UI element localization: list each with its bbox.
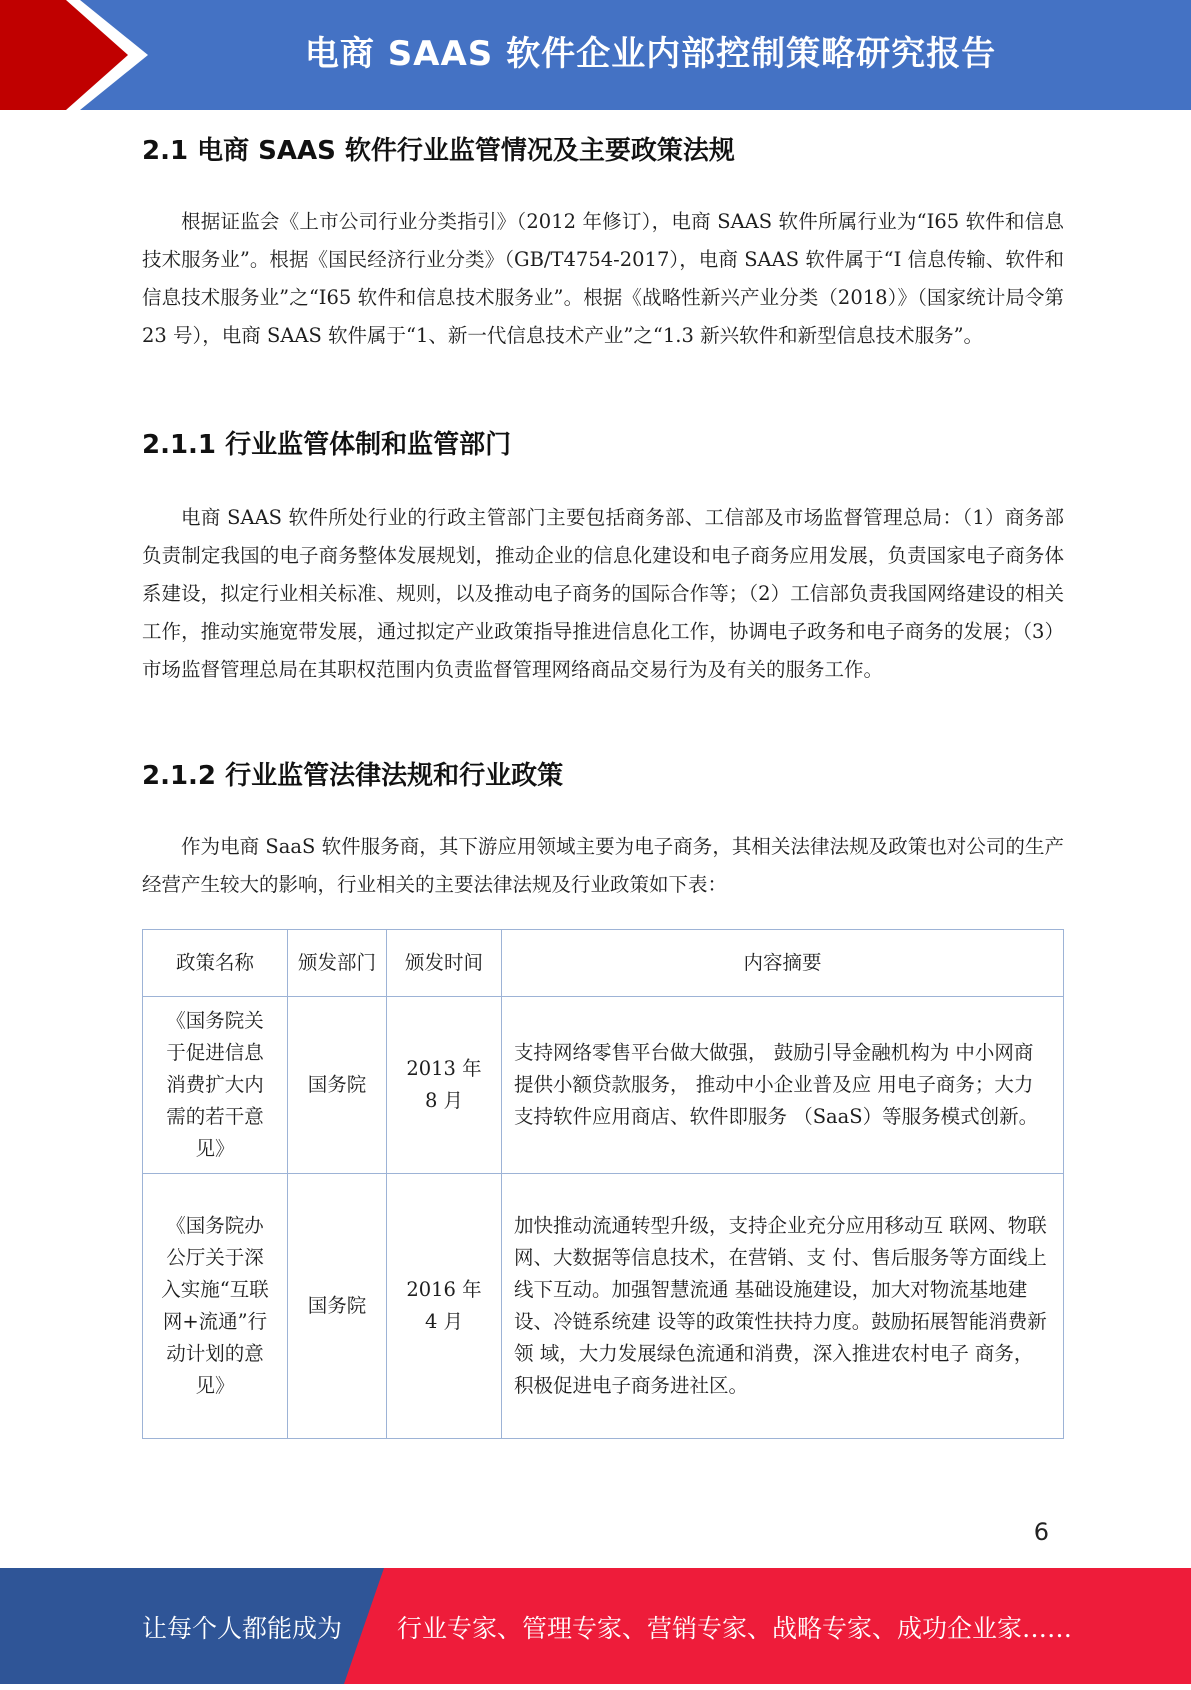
- policy-date-cell: 2013 年 8 月: [387, 997, 502, 1174]
- policy-summary-cell: 加快推动流通转型升级，支持企业充分应用移动互 联网、物联网、大数据等信息技术，在营销、支 付、售后服务等方面线上线下互动。加强智慧流通 基础设施建设，加大对物流基地建设、冷链系统建 设等的政策性扶持力度。鼓励拓展智能消费新领 域，大力发展绿色流通和消费，深入推进农村电子 商务，积极促进电子商务进社区。: [502, 1174, 1064, 1439]
- table-header-cell: 颁发时间: [387, 930, 502, 997]
- header-banner: [0, 0, 1191, 110]
- policy-summary-cell: 支持网络零售平台做大做强， 鼓励引导金融机构为 中小网商提供小额贷款服务， 推动中小企业普及应 用电子商务；大力支持软件应用商店、软件即服务 （SaaS）等服务模式创新。: [502, 997, 1064, 1174]
- section-heading: 2.1 电商 SAAS 软件行业监管情况及主要政策法规: [142, 136, 735, 166]
- footer-slogan-left: 让每个人都能成为: [142, 1614, 343, 1643]
- footer-slogan-right: 行业专家、管理专家、营销专家、战略专家、成功企业家……: [397, 1614, 1073, 1643]
- table-row: [143, 997, 1064, 1174]
- table-header-cell: 内容摘要: [502, 930, 1064, 997]
- footer-banner: [0, 1568, 1191, 1684]
- section-paragraph: 根据证监会《上市公司行业分类指引》（2012 年修订），电商 SAAS 软件所属行业为“I65 软件和信息技术服务业”。根据《国民经济行业分类》（GB/T4754-2017），电商 SAAS 软件属于“I 信息传输、软件和信息技术服务业”之“I65 软件和信息技术服务业”。根据《战略性新兴产业分类（2018）》（国家统计局令第 23 号），电商 SAAS 软件属于“1、新一代信息技术产业”之“1.3 新兴软件和新型信息技术服务”。: [142, 210, 1064, 347]
- policy-table: [142, 929, 1064, 1439]
- policy-dept-cell: 国务院: [288, 1174, 387, 1439]
- table-header-row: [143, 930, 1064, 997]
- document-title: 电商 SAAS 软件企业内部控制策略研究报告: [304, 34, 997, 74]
- section-heading: 2.1.2 行业监管法律法规和行业政策: [142, 761, 564, 791]
- table-row: [143, 1174, 1064, 1439]
- policy-date-cell: 2016 年 4 月: [387, 1174, 502, 1439]
- page-number: 6: [1033, 1518, 1049, 1546]
- table-header-cell: 颁发部门: [288, 930, 387, 997]
- policy-dept-cell: 国务院: [288, 997, 387, 1174]
- policy-name-cell: 《国务院关于促进信息消费扩大内需的若干意见》: [143, 997, 288, 1174]
- table-header-cell: 政策名称: [143, 930, 288, 997]
- section-paragraph: 作为电商 SaaS 软件服务商，其下游应用领域主要为电子商务，其相关法律法规及政策也对公司的生产经营产生较大的影响，行业相关的主要法律法规及行业政策如下表：: [142, 835, 1064, 896]
- policy-name-cell: 《国务院办公厅关于深入实施“互联网+流通”行动计划的意见》: [143, 1174, 288, 1439]
- section-heading: 2.1.1 行业监管体制和监管部门: [142, 430, 512, 460]
- section-paragraph: 电商 SAAS 软件所处行业的行政主管部门主要包括商务部、工信部及市场监督管理总局：（1）商务部负责制定我国的电子商务整体发展规划，推动企业的信息化建设和电子商务应用发展，负责国家电子商务体系建设，拟定行业相关标准、规则，以及推动电子商务的国际合作等；（2）工信部负责我国网络建设的相关工作，推动实施宽带发展，通过拟定产业政策指导推进信息化工作，协调电子政务和电子商务的发展；（3）市场监督管理总局在其职权范围内负责监督管理网络商品交易行为及有关的服务工作。: [142, 506, 1064, 681]
